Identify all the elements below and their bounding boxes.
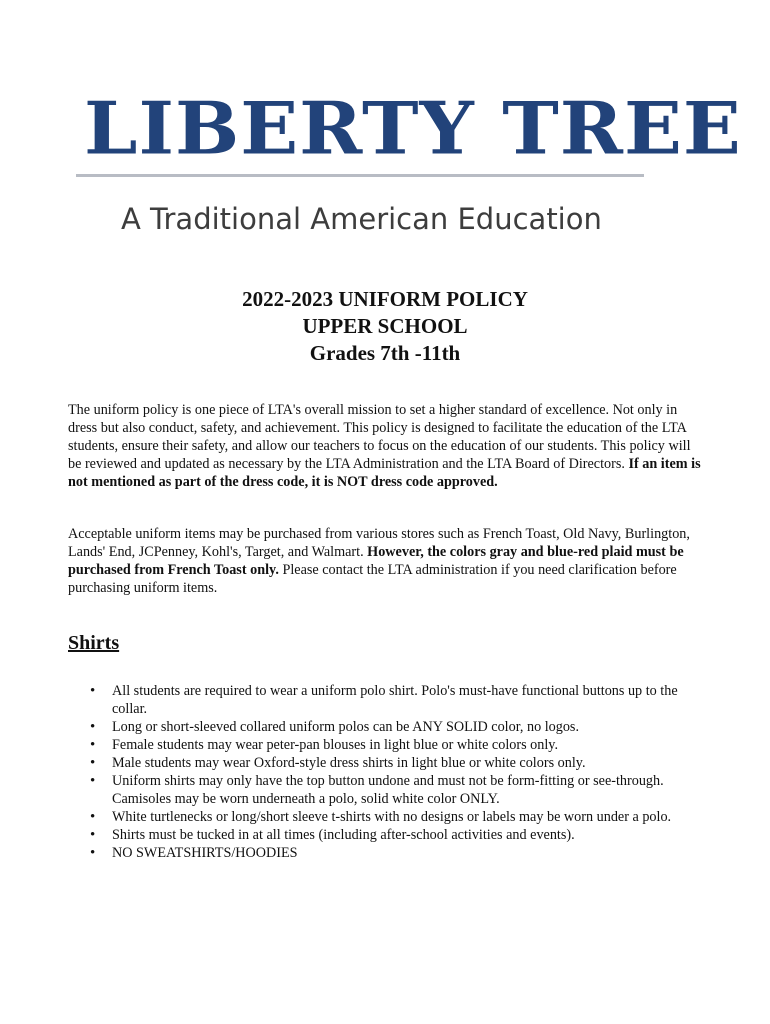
- shirts-heading: Shirts: [68, 632, 120, 654]
- logo-tagline: A Traditional American Education: [121, 202, 602, 236]
- logo-wordmark: LIBERTY TREE: [84, 86, 742, 171]
- purchase-bold-text: However, the colors gray and blue-red plaid must be purchased from French Toast only.: [68, 544, 684, 578]
- title-line-2: UPPER SCHOOL: [302, 314, 468, 338]
- intro-text: The uniform policy is one piece of LTA's overall mission to set a higher standard of excellence. Not only in dress but also conduct, safety, and achievement. This policy is designed to facilitate the education of the LTA students, ensure their safety, and allow our teachers to focus on the education of our students. This policy will be reviewed and updated as necessary by the LTA Administration and the LTA Board of Directors.: [68, 402, 691, 472]
- list-item: • Female students may wear peter-pan blouses in light blue or white colors only.: [68, 736, 708, 754]
- list-item: • All students are required to wear a uniform polo shirt. Polo's must-have functional buttons up to the collar.: [68, 682, 708, 718]
- list-item: • Shirts must be tucked in at all times (including after-school activities and events).: [68, 826, 708, 844]
- shirts-list: [68, 682, 708, 862]
- list-item: • White turtlenecks or long/short sleeve t-shirts with no designs or labels may be worn under a polo.: [68, 808, 708, 826]
- intro-paragraph: [68, 401, 704, 491]
- purchase-text-after: Please contact the LTA administration if you need clarification before purchasing uniform items.: [68, 562, 677, 596]
- intro-bold-text: If an item is not mentioned as part of the dress code, it is NOT dress code approved.: [68, 456, 701, 490]
- document-title: [0, 286, 770, 367]
- list-item: • Long or short-sleeved collared uniform polos can be ANY SOLID color, no logos.: [68, 718, 708, 736]
- purchase-paragraph: [68, 525, 704, 597]
- logo-divider: [76, 174, 644, 177]
- school-logo: [76, 86, 742, 246]
- list-item: • Uniform shirts may only have the top button undone and must not be form-fitting or see-through. Camisoles may be worn underneath a polo, solid white color ONLY.: [68, 772, 708, 808]
- list-item: • Male students may wear Oxford-style dress shirts in light blue or white colors only.: [68, 754, 708, 772]
- list-item: • NO SWEATSHIRTS/HOODIES: [68, 844, 708, 862]
- title-line-3: Grades 7th -11th: [309, 341, 461, 365]
- title-line-1: 2022-2023 UNIFORM POLICY: [242, 287, 528, 311]
- purchase-text-before: Acceptable uniform items may be purchased from various stores such as French Toast, Old Navy, Burlington, Lands' End, JCPenney, Kohl's, Target, and Walmart.: [68, 526, 690, 560]
